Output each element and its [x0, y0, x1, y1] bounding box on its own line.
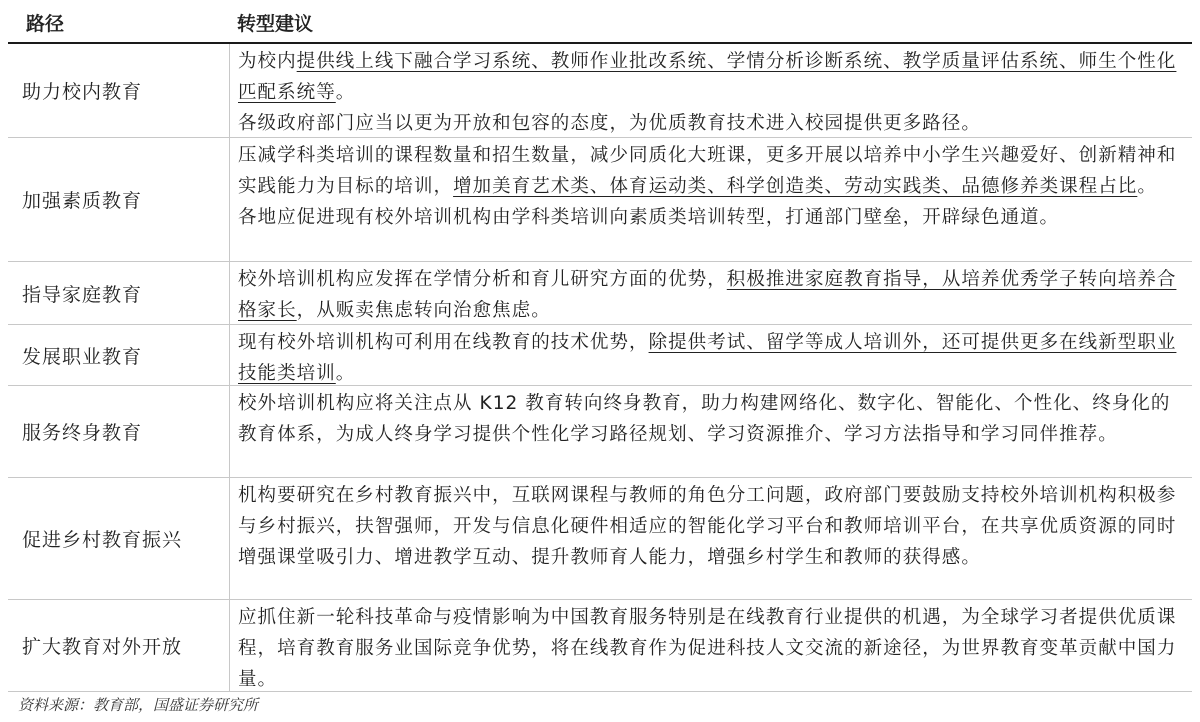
underlined-text: 增加美育艺术类、体育运动类、科学创造类、劳动实践类、品德修养类课程占比: [453, 176, 1138, 197]
row-path: 扩大教育对外开放: [22, 636, 183, 658]
text-segment: 校外培训机构应将关注点从 K12 教育转向终身教育，助力构建网络化、数字化、智能化、个性化、终身化的教育体系，为成人终身学习提供个性化学习路径规划、学习资源推介、学习方法指导和学习同伴推荐。: [238, 393, 1171, 445]
row-path: 加强素质教育: [22, 190, 143, 212]
table-row: [8, 325, 1192, 386]
text-segment: 。: [1137, 176, 1157, 197]
text-segment: 为校内: [238, 51, 297, 72]
text-segment: 各地应促进现有校外培训机构由学科类培训向素质类培训转型，打通部门壁垒，开辟绿色通道。: [238, 207, 1060, 228]
row-path: 助力校内教育: [22, 81, 143, 103]
text-segment: 。: [335, 82, 356, 103]
suggestion-paragraph: [238, 388, 1186, 450]
underlined-text: 提供线上线下融合学习系统、教师作业批改系统、学情分析诊断系统、教学质量评估系统、师生个性化匹配系统等: [238, 51, 1177, 103]
row-suggestion: [229, 325, 1192, 385]
text-segment: 现有校外培训机构可利用在线教育的技术优势，: [238, 332, 649, 353]
text-segment: 应抓住新一轮科技革命与疫情影响为中国教育服务特别是在线教育行业提供的机遇，为全球学习者提供优质课程，培育教育服务业国际竞争优势，将在线教育作为促进科技人文交流的新途径，为世界教育变革贡献中国力量。: [238, 607, 1177, 690]
underlined-text: 除提供考试、留学等成人培训外，还可提供更多在线新型职业技能类培训: [238, 332, 1177, 384]
row-suggestion: [229, 138, 1192, 261]
source-note: 资料来源：教育部，国盛证券研究所: [18, 696, 259, 714]
table-row: [8, 44, 1192, 138]
suggestion-paragraph: [238, 327, 1186, 389]
row-path: 服务终身教育: [22, 422, 143, 444]
table-row: [8, 262, 1192, 325]
header-path: 路径: [26, 13, 65, 35]
row-path: 促进乡村教育振兴: [22, 529, 183, 551]
suggestion-paragraph: [238, 140, 1186, 202]
suggestion-paragraph: [238, 602, 1186, 695]
row-path: 发展职业教育: [22, 345, 143, 368]
text-segment: ，从贩卖焦虑转向治愈焦虑。: [296, 300, 551, 321]
table-row: [8, 600, 1192, 692]
table-header: [8, 0, 1192, 44]
table-row: [8, 138, 1192, 262]
table-row: [8, 478, 1192, 600]
header-suggestion: 转型建议: [237, 13, 314, 35]
suggestion-paragraph: [238, 264, 1186, 326]
underlined-text: 积极推进家庭教育指导，从培养优秀学子转向培养合格家长: [238, 269, 1177, 321]
row-suggestion: [229, 478, 1192, 599]
row-suggestion: [229, 44, 1192, 137]
row-path: 指导家庭教育: [22, 283, 143, 306]
table-row: [8, 386, 1192, 478]
text-segment: 机构要研究在乡村教育振兴中，互联网课程与教师的角色分工问题，政府部门要鼓励支持校外培训机构积极参与乡村振兴，扶智强师，开发与信息化硬件相适应的智能化学习平台和教师培训平台，在共享优质资源的同时增强课堂吸引力、增进教学互动、提升教师育人能力，增强乡村学生和教师的获得感。: [238, 485, 1177, 568]
text-segment: 压减学科类培训的课程数量和招生数量，减少同质化大班课，更多开展以培养中小学生兴趣爱好、创新精神和实践能力为目标的培训，: [238, 145, 1177, 197]
suggestion-paragraph: [238, 108, 1186, 139]
row-suggestion: [229, 600, 1192, 691]
suggestion-paragraph: [238, 202, 1186, 233]
text-segment: 校外培训机构应发挥在学情分析和育儿研究方面的优势，: [238, 269, 727, 290]
suggestion-paragraph: [238, 480, 1186, 573]
row-suggestion: [229, 386, 1192, 477]
table-body: [8, 44, 1192, 692]
row-suggestion: [229, 262, 1192, 324]
document-table: [8, 0, 1192, 692]
suggestion-paragraph: [238, 46, 1186, 108]
text-segment: 各级政府部门应当以更为开放和包容的态度，为优质教育技术进入校园提供更多路径。: [238, 113, 981, 134]
text-segment: 。: [335, 363, 356, 384]
